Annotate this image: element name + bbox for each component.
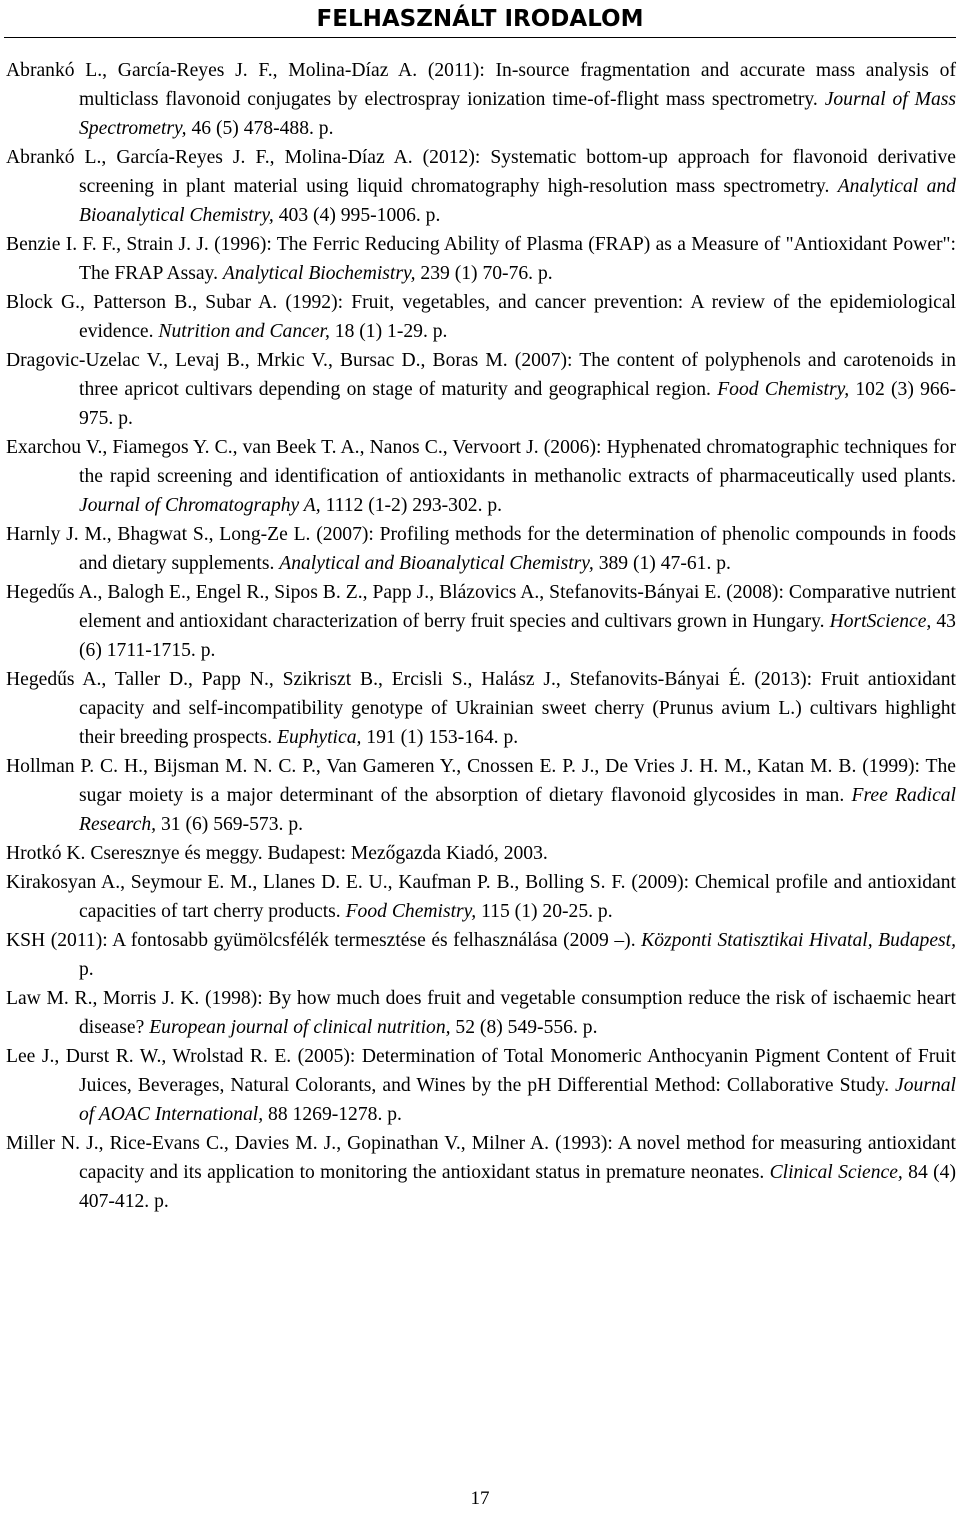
reference-entry bbox=[6, 346, 956, 433]
reference-entry bbox=[6, 1129, 956, 1216]
reference-entry bbox=[6, 520, 956, 578]
reference-details: 52 (8) 549-556. p. bbox=[450, 1017, 598, 1038]
reference-details: 191 (1) 153-164. p. bbox=[361, 727, 519, 748]
reference-text: Block G., Patterson B., Subar A. (1992): Fruit, vegetables, and cancer prevention: A review of the epidemiological evidence. bbox=[6, 292, 956, 342]
reference-details: 84 (4) 407-412. p. bbox=[79, 1162, 956, 1212]
reference-entry bbox=[6, 143, 956, 230]
reference-text: Hrotkó K. Cseresznye és meggy. Budapest: Mezőgazda Kiadó, 2003. bbox=[6, 843, 548, 864]
reference-text: Hegedűs A., Taller D., Papp N., Szikriszt B., Ercisli S., Halász J., Stefanovits-Bányai É. (2013): Fruit antioxidant capacity and self-incompatibility genotype of Ukrainian sweet cherry (Prunus avium L.) cultivars highlight their breeding prospects. bbox=[6, 669, 956, 748]
reference-journal: Analytical and Bioanalytical Chemistry, bbox=[79, 176, 956, 226]
reference-entry bbox=[6, 288, 956, 346]
reference-details: 88 1269-1278. p. bbox=[263, 1104, 402, 1125]
reference-entry bbox=[6, 578, 956, 665]
section-heading: FELHASZNÁLT IRODALOM bbox=[316, 6, 644, 32]
reference-journal: Clinical Science, bbox=[769, 1162, 903, 1183]
reference-details: 1112 (1-2) 293-302. p. bbox=[320, 495, 503, 516]
reference-entry bbox=[6, 984, 956, 1042]
reference-details: 31 (6) 569-573. p. bbox=[156, 814, 304, 835]
reference-list bbox=[6, 56, 956, 1216]
reference-details: 46 (5) 478-488. p. bbox=[186, 118, 334, 139]
reference-text: Hegedűs A., Balogh E., Engel R., Sipos B. Z., Papp J., Blázovics A., Stefanovits-Bányai E. (2008): Comparative nutrient element and antioxidant characterization of berry fruit species and cultivars grown in Hungary. bbox=[6, 582, 956, 632]
reference-journal: Analytical and Bioanalytical Chemistry, bbox=[279, 553, 594, 574]
reference-journal: Euphytica, bbox=[277, 727, 362, 748]
reference-details: 18 (1) 1-29. p. bbox=[329, 321, 448, 342]
reference-text: Law M. R., Morris J. K. (1998): By how much does fruit and vegetable consumption reduce the risk of ischaemic heart disease? bbox=[6, 988, 956, 1038]
reference-journal: European journal of clinical nutrition, bbox=[149, 1017, 451, 1038]
reference-text: Miller N. J., Rice-Evans C., Davies M. J., Gopinathan V., Milner A. (1993): A novel method for measuring antioxidant capacity and its application to monitoring the antioxidant status in premature neonates. bbox=[6, 1133, 956, 1183]
reference-details: 403 (4) 995-1006. p. bbox=[273, 205, 441, 226]
reference-entry bbox=[6, 868, 956, 926]
reference-journal: Food Chemistry, bbox=[717, 379, 850, 400]
reference-journal: Analytical Biochemistry, bbox=[222, 263, 416, 284]
reference-text: Kirakosyan A., Seymour E. M., Llanes D. E. U., Kaufman P. B., Bolling S. F. (2009): Chemical profile and antioxidant capacities of tart cherry products. bbox=[6, 872, 956, 922]
reference-journal: HortScience, bbox=[829, 611, 932, 632]
reference-text: Abrankó L., García-Reyes J. F., Molina-Díaz A. (2012): Systematic bottom-up approach for flavonoid derivative screening in plant material using liquid chromatography high-resolution mass spectrometry. bbox=[6, 147, 956, 197]
reference-entry bbox=[6, 56, 956, 143]
reference-text: Lee J., Durst R. W., Wrolstad R. E. (2005): Determination of Total Monomeric Anthocyanin Pigment Content of Fruit Juices, Beverages, Natural Colorants, and Wines by the pH Differential Method: Collaborative Study. bbox=[6, 1046, 956, 1096]
reference-journal: Journal of AOAC International, bbox=[79, 1075, 956, 1125]
reference-details: 389 (1) 47-61. p. bbox=[593, 553, 731, 574]
reference-journal: Journal of Chromatography A, bbox=[79, 495, 321, 516]
reference-details: p. bbox=[79, 959, 94, 980]
heading-underline bbox=[4, 37, 956, 38]
reference-text: Benzie I. F. F., Strain J. J. (1996): The Ferric Reducing Ability of Plasma (FRAP) as a Measure of "Antioxidant Power": The FRAP Assay. bbox=[6, 234, 956, 284]
reference-entry bbox=[6, 665, 956, 752]
reference-entry bbox=[6, 926, 956, 984]
reference-entry bbox=[6, 752, 956, 839]
reference-details: 115 (1) 20-25. p. bbox=[476, 901, 613, 922]
reference-entry bbox=[6, 1042, 956, 1129]
reference-journal: Food Chemistry, bbox=[345, 901, 477, 922]
reference-details: 239 (1) 70-76. p. bbox=[415, 263, 553, 284]
reference-text: Abrankó L., García-Reyes J. F., Molina-Díaz A. (2011): In-source fragmentation and accurate mass analysis of multiclass flavonoid conjugates by electrospray ionization time-of-flight mass spectrometry. bbox=[6, 60, 956, 110]
reference-journal: Free Radical Research, bbox=[79, 785, 957, 835]
reference-entry bbox=[6, 433, 956, 520]
reference-text: Dragovic-Uzelac V., Levaj B., Mrkic V., Bursac D., Boras M. (2007): The content of polyphenols and carotenoids in three apricot cultivars depending on stage of maturity and geographical region. bbox=[6, 350, 956, 400]
reference-text: KSH (2011): A fontosabb gyümölcsfélék termesztése és felhasználása (2009 –). bbox=[6, 930, 642, 951]
page-number: 17 bbox=[470, 1488, 490, 1509]
reference-journal: Nutrition and Cancer, bbox=[158, 321, 330, 342]
reference-text: Exarchou V., Fiamegos Y. C., van Beek T. A., Nanos C., Vervoort J. (2006): Hyphenated chromatographic techniques for the rapid screening and identification of antioxidants in methanolic extracts of pharmaceutically used plants. bbox=[6, 437, 956, 487]
reference-text: Hollman P. C. H., Bijsman M. N. C. P., Van Gameren Y., Cnossen E. P. J., De Vries J. H. M., Katan M. B. (1999): The sugar moiety is a major determinant of the absorption of dietary flavonoid glycosides in man. bbox=[6, 756, 956, 806]
reference-journal: Központi Statisztikai Hivatal, Budapest, bbox=[641, 930, 956, 951]
reference-details: 102 (3) 966-975. p. bbox=[79, 379, 957, 429]
reference-journal: Journal of Mass Spectrometry, bbox=[79, 89, 957, 139]
reference-details: 43 (6) 1711-1715. p. bbox=[79, 611, 956, 661]
reference-entry bbox=[6, 839, 956, 868]
reference-entry bbox=[6, 230, 956, 288]
reference-text: Harnly J. M., Bhagwat S., Long-Ze L. (2007): Profiling methods for the determination of phenolic compounds in foods and dietary supplements. bbox=[6, 524, 956, 574]
